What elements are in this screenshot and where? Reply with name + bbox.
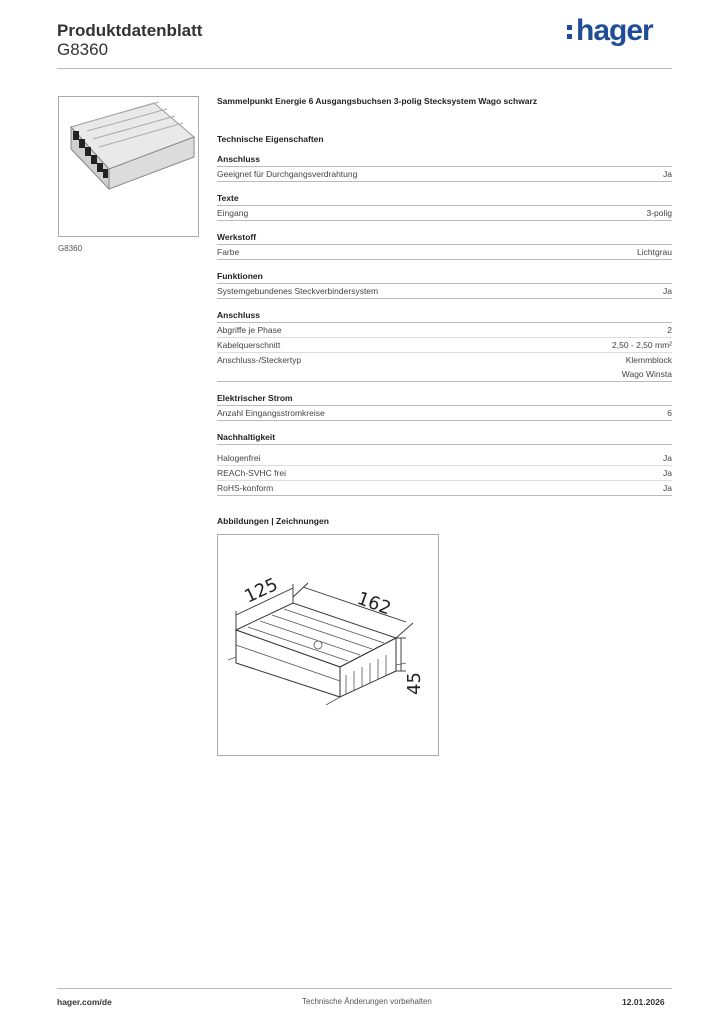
dimension-drawing [217, 534, 439, 756]
property-group [217, 193, 672, 221]
product-description: Sammelpunkt Energie 6 Ausgangsbuchsen 3-polig Stecksystem Wago schwarz [217, 96, 538, 106]
group-title: Texte [217, 193, 672, 206]
product-code: G8360 [57, 40, 109, 59]
logo-dots-icon [567, 21, 573, 43]
group-title: Nachhaltigkeit [217, 432, 672, 445]
group-title: Anschluss [217, 310, 672, 323]
footer-website-link[interactable]: hager.com/de [57, 997, 112, 1007]
property-row [217, 353, 672, 382]
property-row [217, 206, 672, 221]
footer-divider [57, 988, 672, 989]
property-label: Halogenfrei [217, 453, 261, 463]
property-label: Systemgebundenes Steckverbindersystem [217, 286, 379, 296]
property-row [217, 481, 672, 496]
group-title: Werkstoff [217, 232, 672, 245]
footer-notice: Technische Änderungen vorbehalten [302, 997, 432, 1006]
dimension-width-label: 125 [241, 573, 282, 608]
product-image [58, 96, 199, 237]
property-value: 2,50 - 2,50 mm² [612, 340, 672, 350]
property-value: Klemmblock [625, 355, 672, 365]
property-group [217, 393, 672, 421]
property-row [217, 338, 672, 353]
property-group [217, 271, 672, 299]
property-value: Ja [663, 468, 672, 478]
property-row [217, 466, 672, 481]
product-photo-icon [59, 97, 198, 236]
property-group [217, 154, 672, 182]
property-value-multi [622, 353, 672, 381]
property-label: Abgriffe je Phase [217, 325, 282, 335]
property-row [217, 284, 672, 299]
header-divider [57, 68, 672, 69]
page-title: Produktdatenblatt [57, 21, 203, 40]
property-label: Eingang [217, 208, 249, 218]
image-caption: G8360 [58, 244, 83, 253]
property-value: 6 [667, 408, 672, 418]
property-label: Geeignet für Durchgangsverdrahtung [217, 169, 358, 179]
drawings-title: Abbildungen | Zeichnungen [217, 516, 329, 526]
dimension-drawing-icon [218, 535, 438, 755]
property-label: REACh-SVHC frei [217, 468, 286, 478]
property-value: Ja [663, 453, 672, 463]
property-row [217, 451, 672, 466]
property-value: Lichtgrau [637, 247, 672, 257]
property-label: RoHS-konform [217, 483, 274, 493]
property-row [217, 245, 672, 260]
logo-text: hager [576, 14, 653, 47]
group-title: Anschluss [217, 154, 672, 167]
footer-date: 12.01.2026 [622, 997, 665, 1007]
property-value: 3-polig [646, 208, 672, 218]
group-title: Funktionen [217, 271, 672, 284]
property-value: 2 [667, 325, 672, 335]
property-value-2: Wago Winsta [621, 369, 672, 379]
property-label: Kabelquerschnitt [217, 340, 281, 350]
datasheet-content [217, 96, 672, 756]
properties-title: Technische Eigenschaften [217, 134, 324, 144]
dimension-height-label: 45 [404, 672, 425, 695]
property-label: Farbe [217, 247, 240, 257]
property-group [217, 432, 672, 496]
property-value: Ja [663, 169, 672, 179]
group-title: Elektrischer Strom [217, 393, 672, 406]
property-row [217, 323, 672, 338]
property-label: Anschluss-/Steckertyp [217, 355, 302, 365]
dimension-length-label: 162 [354, 587, 394, 620]
brand-logo[interactable] [567, 14, 653, 48]
property-group [217, 310, 672, 382]
property-value: Ja [663, 286, 672, 296]
property-row [217, 167, 672, 182]
property-value: Ja [663, 483, 672, 493]
property-group [217, 232, 672, 260]
property-row [217, 406, 672, 421]
property-label: Anzahl Eingangsstromkreise [217, 408, 325, 418]
